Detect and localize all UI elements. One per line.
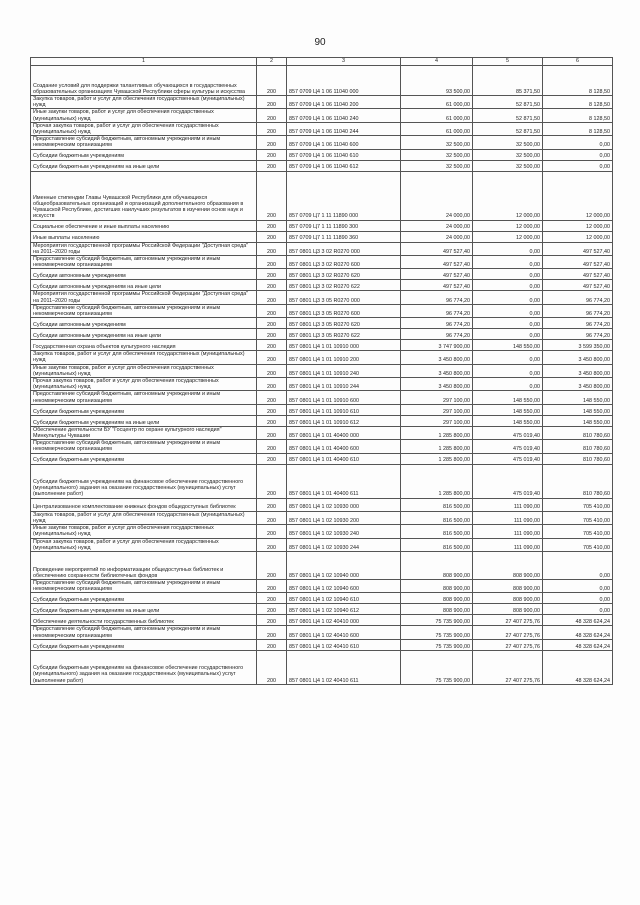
table-row bbox=[31, 171, 613, 220]
table-cell-amount-remaining: 148 550,00 bbox=[543, 415, 613, 426]
table-cell-name: Иные выплаты населению bbox=[31, 231, 257, 242]
table-cell-amount-plan: 808 900,00 bbox=[401, 593, 473, 604]
table-cell-amount-remaining: 96 774,20 bbox=[543, 318, 613, 329]
budget-table bbox=[30, 57, 613, 685]
table-cell-amount-remaining: 497 527,40 bbox=[543, 280, 613, 291]
table-cell-name: Государственная охрана объектов культурного наследия bbox=[31, 340, 257, 351]
column-header: 6 bbox=[543, 58, 613, 66]
table-cell-grbs: 200 bbox=[257, 453, 287, 464]
table-cell-amount-executed: 111 090,00 bbox=[473, 511, 543, 524]
table-cell-code: 857 0801 Ц4 1 01 40400 600 bbox=[287, 440, 401, 453]
table-cell-amount-executed: 475 019,40 bbox=[473, 440, 543, 453]
table-cell-amount-remaining: 3 599 350,00 bbox=[543, 340, 613, 351]
table-cell-name: Субсидии автономным учреждениям bbox=[31, 269, 257, 280]
column-header: 4 bbox=[401, 58, 473, 66]
table-cell-amount-remaining: 705 410,00 bbox=[543, 525, 613, 538]
table-cell-amount-plan: 297 100,00 bbox=[401, 415, 473, 426]
table-cell-code: 857 0801 Ц4 1 01 40400 611 bbox=[287, 464, 401, 498]
table-cell-code: 857 0801 Ц3 3 05 R0270 000 bbox=[287, 291, 401, 304]
table-cell-amount-remaining: 8 128,50 bbox=[543, 96, 613, 109]
table-cell-amount-executed: 85 371,50 bbox=[473, 66, 543, 96]
page-number: 90 bbox=[314, 37, 326, 48]
table-cell-amount-executed: 0,00 bbox=[473, 378, 543, 391]
table-cell-name: Субсидии бюджетным учреждениям на финансовое обеспечение государственного (муниципального) задания на оказание государственных (муниципальных) услуг (выполнение работ) bbox=[31, 464, 257, 498]
table-cell-amount-plan: 96 774,20 bbox=[401, 291, 473, 304]
table-cell-amount-executed: 808 900,00 bbox=[473, 593, 543, 604]
table-cell-amount-remaining: 12 000,00 bbox=[543, 231, 613, 242]
table-cell-code: 857 0709 Ц7 1 11 11890 360 bbox=[287, 231, 401, 242]
table-cell-amount-plan: 816 500,00 bbox=[401, 511, 473, 524]
table-cell-grbs: 200 bbox=[257, 269, 287, 280]
table-cell-name: Предоставление субсидий бюджетным, автономным учреждениям и иным некоммерческим организациям bbox=[31, 136, 257, 149]
table-cell-amount-executed: 475 019,40 bbox=[473, 453, 543, 464]
table-cell-grbs: 200 bbox=[257, 256, 287, 269]
table-cell-name: Субсидии бюджетным учреждениям на иные цели bbox=[31, 160, 257, 171]
table-cell-amount-remaining: 12 000,00 bbox=[543, 220, 613, 231]
table-cell-name: Закупка товаров, работ и услуг для обеспечения государственных (муниципальных) нужд bbox=[31, 511, 257, 524]
table-row bbox=[31, 269, 613, 280]
table-cell-amount-executed: 808 900,00 bbox=[473, 579, 543, 592]
table-cell-amount-executed: 0,00 bbox=[473, 364, 543, 377]
table-cell-grbs: 200 bbox=[257, 604, 287, 615]
table-cell-grbs: 200 bbox=[257, 525, 287, 538]
table-cell-name: Иные закупки товаров, работ и услуг для обеспечения государственных (муниципальных) нужд bbox=[31, 109, 257, 122]
table-cell-amount-plan: 497 527,40 bbox=[401, 242, 473, 255]
table-cell-amount-plan: 808 900,00 bbox=[401, 579, 473, 592]
table-cell-amount-plan: 24 000,00 bbox=[401, 220, 473, 231]
table-cell-name: Прочая закупка товаров, работ и услуг для обеспечения государственных (муниципальных) нужд bbox=[31, 538, 257, 551]
table-row bbox=[31, 340, 613, 351]
table-cell-code: 857 0801 Ц4 1 01 10910 240 bbox=[287, 364, 401, 377]
table-cell-amount-remaining: 12 000,00 bbox=[543, 171, 613, 220]
table-row bbox=[31, 351, 613, 364]
table-cell-code: 857 0801 Ц4 1 02 10930 000 bbox=[287, 498, 401, 511]
table-cell-amount-plan: 497 527,40 bbox=[401, 269, 473, 280]
table-cell-code: 857 0801 Ц4 1 02 40410 600 bbox=[287, 626, 401, 639]
table-cell-amount-executed: 0,00 bbox=[473, 280, 543, 291]
table-cell-amount-plan: 3 747 900,00 bbox=[401, 340, 473, 351]
table-cell-amount-executed: 52 871,50 bbox=[473, 109, 543, 122]
table-cell-grbs: 200 bbox=[257, 551, 287, 579]
table-cell-code: 857 0801 Ц3 3 05 R0270 620 bbox=[287, 318, 401, 329]
table-cell-grbs: 200 bbox=[257, 415, 287, 426]
table-cell-amount-remaining: 8 128,50 bbox=[543, 109, 613, 122]
table-cell-amount-executed: 0,00 bbox=[473, 291, 543, 304]
table-cell-name: Субсидии бюджетным учреждениям bbox=[31, 639, 257, 650]
table-row bbox=[31, 96, 613, 109]
table-row bbox=[31, 304, 613, 317]
table-cell-name: Обеспечение деятельности государственных библиотек bbox=[31, 615, 257, 626]
table-cell-grbs: 200 bbox=[257, 304, 287, 317]
table-cell-amount-plan: 75 735 900,00 bbox=[401, 626, 473, 639]
table-row bbox=[31, 464, 613, 498]
table-cell-grbs: 200 bbox=[257, 650, 287, 684]
table-row bbox=[31, 231, 613, 242]
table-cell-amount-remaining: 96 774,20 bbox=[543, 329, 613, 340]
table-cell-code: 857 0801 Ц4 1 01 10910 000 bbox=[287, 340, 401, 351]
table-cell-amount-plan: 1 285 800,00 bbox=[401, 453, 473, 464]
table-cell-amount-executed: 808 900,00 bbox=[473, 551, 543, 579]
column-header: 5 bbox=[473, 58, 543, 66]
table-cell-name: Проведение мероприятий по информатизации общедоступных библиотек и обеспечению сохранности библиотечных фондов bbox=[31, 551, 257, 579]
table-cell-amount-plan: 75 735 900,00 bbox=[401, 650, 473, 684]
table-cell-amount-plan: 808 900,00 bbox=[401, 604, 473, 615]
table-cell-code: 857 0801 Ц4 1 02 40410 611 bbox=[287, 650, 401, 684]
table-cell-amount-remaining: 3 450 800,00 bbox=[543, 364, 613, 377]
table-cell-amount-remaining: 48 328 624,24 bbox=[543, 650, 613, 684]
table-cell-name: Субсидии бюджетным учреждениям на финансовое обеспечение государственного (муниципального) задания на оказание государственных (муниципальных) услуг (выполнение работ) bbox=[31, 650, 257, 684]
table-cell-grbs: 200 bbox=[257, 220, 287, 231]
table-cell-name: Закупка товаров, работ и услуг для обеспечения государственных (муниципальных) нужд bbox=[31, 96, 257, 109]
table-cell-code: 857 0709 Ц4 1 06 11040 244 bbox=[287, 122, 401, 135]
table-cell-amount-executed: 27 407 275,76 bbox=[473, 650, 543, 684]
table-row bbox=[31, 66, 613, 96]
table-cell-amount-executed: 52 871,50 bbox=[473, 122, 543, 135]
table-cell-name: Мероприятия государственной программы Российской Федерации "Доступная среда" на 2011–2020 годы bbox=[31, 291, 257, 304]
table-cell-amount-remaining: 0,00 bbox=[543, 149, 613, 160]
table-cell-amount-remaining: 0,00 bbox=[543, 551, 613, 579]
table-row bbox=[31, 291, 613, 304]
table-cell-amount-plan: 497 527,40 bbox=[401, 280, 473, 291]
table-row bbox=[31, 256, 613, 269]
table-cell-amount-executed: 27 407 275,76 bbox=[473, 626, 543, 639]
table-cell-amount-remaining: 148 550,00 bbox=[543, 391, 613, 404]
table-cell-amount-executed: 12 000,00 bbox=[473, 231, 543, 242]
table-cell-name: Предоставление субсидий бюджетным, автономным учреждениям и иным некоммерческим организациям bbox=[31, 440, 257, 453]
table-cell-amount-remaining: 810 780,60 bbox=[543, 453, 613, 464]
table-cell-amount-plan: 61 000,00 bbox=[401, 122, 473, 135]
table-cell-name: Закупка товаров, работ и услуг для обеспечения государственных (муниципальных) нужд bbox=[31, 351, 257, 364]
table-cell-amount-executed: 148 550,00 bbox=[473, 415, 543, 426]
table-cell-amount-remaining: 497 527,40 bbox=[543, 269, 613, 280]
table-cell-amount-executed: 475 019,40 bbox=[473, 426, 543, 439]
table-cell-amount-executed: 148 550,00 bbox=[473, 391, 543, 404]
table-cell-amount-plan: 297 100,00 bbox=[401, 391, 473, 404]
table-row bbox=[31, 329, 613, 340]
table-row bbox=[31, 220, 613, 231]
table-cell-name: Субсидии автономным учреждениям на иные цели bbox=[31, 329, 257, 340]
table-cell-grbs: 200 bbox=[257, 511, 287, 524]
table-cell-amount-plan: 3 450 800,00 bbox=[401, 364, 473, 377]
table-cell-amount-remaining: 0,00 bbox=[543, 579, 613, 592]
table-cell-grbs: 200 bbox=[257, 351, 287, 364]
table-row bbox=[31, 242, 613, 255]
table-cell-amount-plan: 1 285 800,00 bbox=[401, 464, 473, 498]
table-cell-name: Социальное обеспечение и иные выплаты населению bbox=[31, 220, 257, 231]
table-cell-grbs: 200 bbox=[257, 149, 287, 160]
column-header: 3 bbox=[287, 58, 401, 66]
table-cell-code: 857 0709 Ц7 1 11 11890 000 bbox=[287, 171, 401, 220]
table-cell-amount-remaining: 148 550,00 bbox=[543, 404, 613, 415]
table-row bbox=[31, 525, 613, 538]
table-cell-amount-plan: 1 285 800,00 bbox=[401, 426, 473, 439]
table-cell-amount-executed: 808 900,00 bbox=[473, 604, 543, 615]
table-row bbox=[31, 280, 613, 291]
table-row bbox=[31, 453, 613, 464]
table-cell-amount-plan: 816 500,00 bbox=[401, 498, 473, 511]
table-cell-amount-executed: 32 500,00 bbox=[473, 160, 543, 171]
table-cell-amount-remaining: 497 527,40 bbox=[543, 242, 613, 255]
table-cell-code: 857 0801 Ц4 1 02 10930 240 bbox=[287, 525, 401, 538]
table-cell-grbs: 200 bbox=[257, 136, 287, 149]
table-cell-amount-executed: 0,00 bbox=[473, 318, 543, 329]
table-cell-code: 857 0801 Ц4 1 02 10940 612 bbox=[287, 604, 401, 615]
table-cell-name: Обеспечение деятельности БУ "Госцентр по охране культурного наследия" Минкультуры Чувашии bbox=[31, 426, 257, 439]
table-cell-grbs: 200 bbox=[257, 96, 287, 109]
table-cell-code: 857 0801 Ц3 3 02 R0270 622 bbox=[287, 280, 401, 291]
table-cell-amount-remaining: 0,00 bbox=[543, 604, 613, 615]
table-cell-grbs: 200 bbox=[257, 160, 287, 171]
table-cell-amount-plan: 816 500,00 bbox=[401, 538, 473, 551]
table-cell-grbs: 200 bbox=[257, 329, 287, 340]
table-cell-amount-remaining: 96 774,20 bbox=[543, 304, 613, 317]
table-cell-amount-remaining: 48 328 624,24 bbox=[543, 615, 613, 626]
table-cell-amount-executed: 148 550,00 bbox=[473, 340, 543, 351]
table-cell-grbs: 200 bbox=[257, 364, 287, 377]
table-cell-grbs: 200 bbox=[257, 318, 287, 329]
table-row bbox=[31, 551, 613, 579]
table-cell-code: 857 0801 Ц4 1 01 10910 610 bbox=[287, 404, 401, 415]
table-row bbox=[31, 604, 613, 615]
table-cell-amount-plan: 96 774,20 bbox=[401, 304, 473, 317]
table-cell-amount-plan: 3 450 800,00 bbox=[401, 378, 473, 391]
table-row bbox=[31, 538, 613, 551]
table-cell-amount-plan: 297 100,00 bbox=[401, 404, 473, 415]
column-header: 2 bbox=[257, 58, 287, 66]
table-cell-amount-remaining: 0,00 bbox=[543, 160, 613, 171]
table-cell-code: 857 0801 Ц4 1 02 40410 610 bbox=[287, 639, 401, 650]
table-cell-amount-executed: 148 550,00 bbox=[473, 404, 543, 415]
table-cell-amount-executed: 0,00 bbox=[473, 351, 543, 364]
table-cell-grbs: 200 bbox=[257, 242, 287, 255]
table-cell-amount-remaining: 0,00 bbox=[543, 136, 613, 149]
table-cell-name: Предоставление субсидий бюджетным, автономным учреждениям и иным некоммерческим организациям bbox=[31, 304, 257, 317]
table-cell-amount-executed: 0,00 bbox=[473, 269, 543, 280]
table-cell-code: 857 0709 Ц7 1 11 11890 300 bbox=[287, 220, 401, 231]
table-cell-code: 857 0709 Ц4 1 06 11040 610 bbox=[287, 149, 401, 160]
table-cell-name: Субсидии бюджетным учреждениям bbox=[31, 404, 257, 415]
table-cell-name: Субсидии бюджетным учреждениям на иные цели bbox=[31, 415, 257, 426]
table-cell-grbs: 200 bbox=[257, 122, 287, 135]
table-cell-code: 857 0801 Ц4 1 02 10930 200 bbox=[287, 511, 401, 524]
table-cell-amount-remaining: 497 527,40 bbox=[543, 256, 613, 269]
table-cell-code: 857 0801 Ц4 1 02 40410 000 bbox=[287, 615, 401, 626]
table-cell-grbs: 200 bbox=[257, 66, 287, 96]
table-cell-amount-executed: 111 090,00 bbox=[473, 525, 543, 538]
table-row bbox=[31, 579, 613, 592]
table-cell-name: Предоставление субсидий бюджетным, автономным учреждениям и иным некоммерческим организациям bbox=[31, 391, 257, 404]
table-cell-grbs: 200 bbox=[257, 615, 287, 626]
table-cell-amount-plan: 32 500,00 bbox=[401, 149, 473, 160]
table-cell-name: Иные закупки товаров, работ и услуг для обеспечения государственных (муниципальных) нужд bbox=[31, 364, 257, 377]
column-number-row bbox=[31, 58, 613, 66]
table-cell-code: 857 0801 Ц4 1 02 10940 610 bbox=[287, 593, 401, 604]
table-cell-grbs: 200 bbox=[257, 340, 287, 351]
table-cell-amount-remaining: 3 450 800,00 bbox=[543, 351, 613, 364]
table-row bbox=[31, 615, 613, 626]
table-cell-code: 857 0801 Ц3 3 02 R0270 600 bbox=[287, 256, 401, 269]
table-cell-name: Субсидии бюджетным учреждениям bbox=[31, 453, 257, 464]
table-cell-code: 857 0801 Ц4 1 01 10910 200 bbox=[287, 351, 401, 364]
table-cell-amount-remaining: 48 328 624,24 bbox=[543, 626, 613, 639]
table-cell-amount-plan: 497 527,40 bbox=[401, 256, 473, 269]
table-cell-grbs: 200 bbox=[257, 171, 287, 220]
table-row bbox=[31, 136, 613, 149]
table-cell-name: Предоставление субсидий бюджетным, автономным учреждениям и иным некоммерческим организациям bbox=[31, 256, 257, 269]
table-cell-amount-remaining: 8 128,50 bbox=[543, 122, 613, 135]
table-cell-name: Иные закупки товаров, работ и услуг для обеспечения государственных (муниципальных) нужд bbox=[31, 525, 257, 538]
table-cell-amount-plan: 96 774,20 bbox=[401, 318, 473, 329]
table-cell-name: Предоставление субсидий бюджетным, автономным учреждениям и иным некоммерческим организациям bbox=[31, 579, 257, 592]
table-cell-code: 857 0709 Ц4 1 06 11040 000 bbox=[287, 66, 401, 96]
table-cell-grbs: 200 bbox=[257, 464, 287, 498]
table-cell-code: 857 0801 Ц3 3 02 R0270 620 bbox=[287, 269, 401, 280]
table-cell-code: 857 0801 Ц4 1 01 10910 612 bbox=[287, 415, 401, 426]
table-cell-name: Субсидии бюджетным учреждениям на иные цели bbox=[31, 604, 257, 615]
table-cell-name: Субсидии бюджетным учреждениям bbox=[31, 593, 257, 604]
table-cell-grbs: 200 bbox=[257, 538, 287, 551]
column-header: 1 bbox=[31, 58, 257, 66]
table-cell-amount-remaining: 705 410,00 bbox=[543, 511, 613, 524]
table-cell-amount-plan: 75 735 900,00 bbox=[401, 639, 473, 650]
table-cell-amount-plan: 75 735 900,00 bbox=[401, 615, 473, 626]
table-cell-amount-remaining: 705 410,00 bbox=[543, 498, 613, 511]
table-cell-code: 857 0801 Ц4 1 02 10930 244 bbox=[287, 538, 401, 551]
table-cell-amount-plan: 808 900,00 bbox=[401, 551, 473, 579]
table-row bbox=[31, 364, 613, 377]
table-row bbox=[31, 440, 613, 453]
table-cell-code: 857 0801 Ц4 1 01 10910 600 bbox=[287, 391, 401, 404]
table-cell-amount-plan: 816 500,00 bbox=[401, 525, 473, 538]
table-cell-code: 857 0801 Ц4 1 02 10940 000 bbox=[287, 551, 401, 579]
table-cell-amount-executed: 111 090,00 bbox=[473, 538, 543, 551]
table-cell-grbs: 200 bbox=[257, 440, 287, 453]
table-cell-amount-plan: 96 774,20 bbox=[401, 329, 473, 340]
table-cell-grbs: 200 bbox=[257, 426, 287, 439]
table-cell-amount-executed: 0,00 bbox=[473, 329, 543, 340]
table-cell-amount-plan: 24 000,00 bbox=[401, 231, 473, 242]
table-cell-name: Прочая закупка товаров, работ и услуг для обеспечения государственных (муниципальных) нужд bbox=[31, 122, 257, 135]
table-cell-name: Именные стипендии Главы Чувашской Республики для обучающихся общеобразовательных организаций и организаций дополнительного образования в Чувашской Республике, достигших наилучших результатов в изучении основ наук и искусств bbox=[31, 171, 257, 220]
table-cell-amount-plan: 61 000,00 bbox=[401, 96, 473, 109]
table-cell-code: 857 0801 Ц4 1 01 10910 244 bbox=[287, 378, 401, 391]
table-cell-grbs: 200 bbox=[257, 280, 287, 291]
table-row bbox=[31, 160, 613, 171]
table-cell-code: 857 0801 Ц3 3 05 R0270 622 bbox=[287, 329, 401, 340]
table-cell-grbs: 200 bbox=[257, 498, 287, 511]
table-cell-amount-plan: 93 500,00 bbox=[401, 66, 473, 96]
table-cell-grbs: 200 bbox=[257, 378, 287, 391]
table-cell-amount-remaining: 0,00 bbox=[543, 593, 613, 604]
table-cell-amount-plan: 61 000,00 bbox=[401, 109, 473, 122]
table-cell-amount-remaining: 810 780,60 bbox=[543, 464, 613, 498]
table-cell-name: Централизованное комплектование книжных фондов общедоступных библиотек bbox=[31, 498, 257, 511]
table-cell-amount-executed: 32 500,00 bbox=[473, 149, 543, 160]
table-cell-grbs: 200 bbox=[257, 404, 287, 415]
table-row bbox=[31, 593, 613, 604]
table-cell-amount-executed: 27 407 275,76 bbox=[473, 615, 543, 626]
table-cell-amount-plan: 3 450 800,00 bbox=[401, 351, 473, 364]
table-cell-code: 857 0709 Ц4 1 06 11040 200 bbox=[287, 96, 401, 109]
table-cell-name: Субсидии автономным учреждениям на иные цели bbox=[31, 280, 257, 291]
table-cell-name: Субсидии бюджетным учреждениям bbox=[31, 149, 257, 160]
table-cell-code: 857 0709 Ц4 1 06 11040 600 bbox=[287, 136, 401, 149]
table-cell-code: 857 0709 Ц4 1 06 11040 612 bbox=[287, 160, 401, 171]
table-row bbox=[31, 650, 613, 684]
table-cell-code: 857 0709 Ц4 1 06 11040 240 bbox=[287, 109, 401, 122]
table-row bbox=[31, 415, 613, 426]
table-cell-grbs: 200 bbox=[257, 109, 287, 122]
table-cell-code: 857 0801 Ц3 3 02 R0270 000 bbox=[287, 242, 401, 255]
table-cell-name: Мероприятия государственной программы Российской Федерации "Доступная среда" на 2011–2020 годы bbox=[31, 242, 257, 255]
table-cell-amount-executed: 0,00 bbox=[473, 304, 543, 317]
table-row bbox=[31, 511, 613, 524]
table-row bbox=[31, 109, 613, 122]
table-row bbox=[31, 626, 613, 639]
table-cell-amount-executed: 0,00 bbox=[473, 242, 543, 255]
table-cell-grbs: 200 bbox=[257, 231, 287, 242]
table-cell-code: 857 0801 Ц4 1 01 40400 000 bbox=[287, 426, 401, 439]
table-row bbox=[31, 378, 613, 391]
table-cell-grbs: 200 bbox=[257, 593, 287, 604]
table-row bbox=[31, 426, 613, 439]
table-cell-amount-executed: 475 019,40 bbox=[473, 464, 543, 498]
table-cell-amount-executed: 111 090,00 bbox=[473, 498, 543, 511]
table-row bbox=[31, 318, 613, 329]
table-cell-amount-remaining: 810 780,60 bbox=[543, 426, 613, 439]
table-cell-amount-executed: 27 407 275,76 bbox=[473, 639, 543, 650]
table-cell-amount-remaining: 810 780,60 bbox=[543, 440, 613, 453]
table-cell-grbs: 200 bbox=[257, 579, 287, 592]
table-cell-amount-remaining: 96 774,20 bbox=[543, 291, 613, 304]
table-cell-code: 857 0801 Ц4 1 01 40400 610 bbox=[287, 453, 401, 464]
table-cell-code: 857 0801 Ц3 3 05 R0270 600 bbox=[287, 304, 401, 317]
table-row bbox=[31, 391, 613, 404]
table-cell-amount-plan: 32 500,00 bbox=[401, 136, 473, 149]
table-cell-amount-executed: 12 000,00 bbox=[473, 171, 543, 220]
table-cell-grbs: 200 bbox=[257, 391, 287, 404]
table-row bbox=[31, 498, 613, 511]
table-cell-amount-executed: 32 500,00 bbox=[473, 136, 543, 149]
table-row bbox=[31, 639, 613, 650]
table-cell-amount-remaining: 48 328 624,24 bbox=[543, 639, 613, 650]
table-row bbox=[31, 149, 613, 160]
table-cell-grbs: 200 bbox=[257, 639, 287, 650]
table-cell-code: 857 0801 Ц4 1 02 10940 600 bbox=[287, 579, 401, 592]
table-cell-amount-executed: 12 000,00 bbox=[473, 220, 543, 231]
table-cell-amount-plan: 1 285 800,00 bbox=[401, 440, 473, 453]
table-cell-name: Субсидии автономным учреждениям bbox=[31, 318, 257, 329]
table-cell-amount-remaining: 3 450 800,00 bbox=[543, 378, 613, 391]
table-cell-name: Предоставление субсидий бюджетным, автономным учреждениям и иным некоммерческим организациям bbox=[31, 626, 257, 639]
table-cell-amount-remaining: 705 410,00 bbox=[543, 538, 613, 551]
table-cell-amount-plan: 32 500,00 bbox=[401, 160, 473, 171]
table-cell-grbs: 200 bbox=[257, 291, 287, 304]
table-cell-grbs: 200 bbox=[257, 626, 287, 639]
table-cell-amount-remaining: 8 128,50 bbox=[543, 66, 613, 96]
table-cell-name: Прочая закупка товаров, работ и услуг для обеспечения государственных (муниципальных) нужд bbox=[31, 378, 257, 391]
table-cell-name: Создание условий для поддержки талантливых обучающихся в государственных образовательных организациях Чувашской Республики сферы культуры и искусства bbox=[31, 66, 257, 96]
table-cell-amount-executed: 52 871,50 bbox=[473, 96, 543, 109]
table-row bbox=[31, 122, 613, 135]
table-row bbox=[31, 404, 613, 415]
table-cell-amount-plan: 24 000,00 bbox=[401, 171, 473, 220]
table-cell-amount-executed: 0,00 bbox=[473, 256, 543, 269]
